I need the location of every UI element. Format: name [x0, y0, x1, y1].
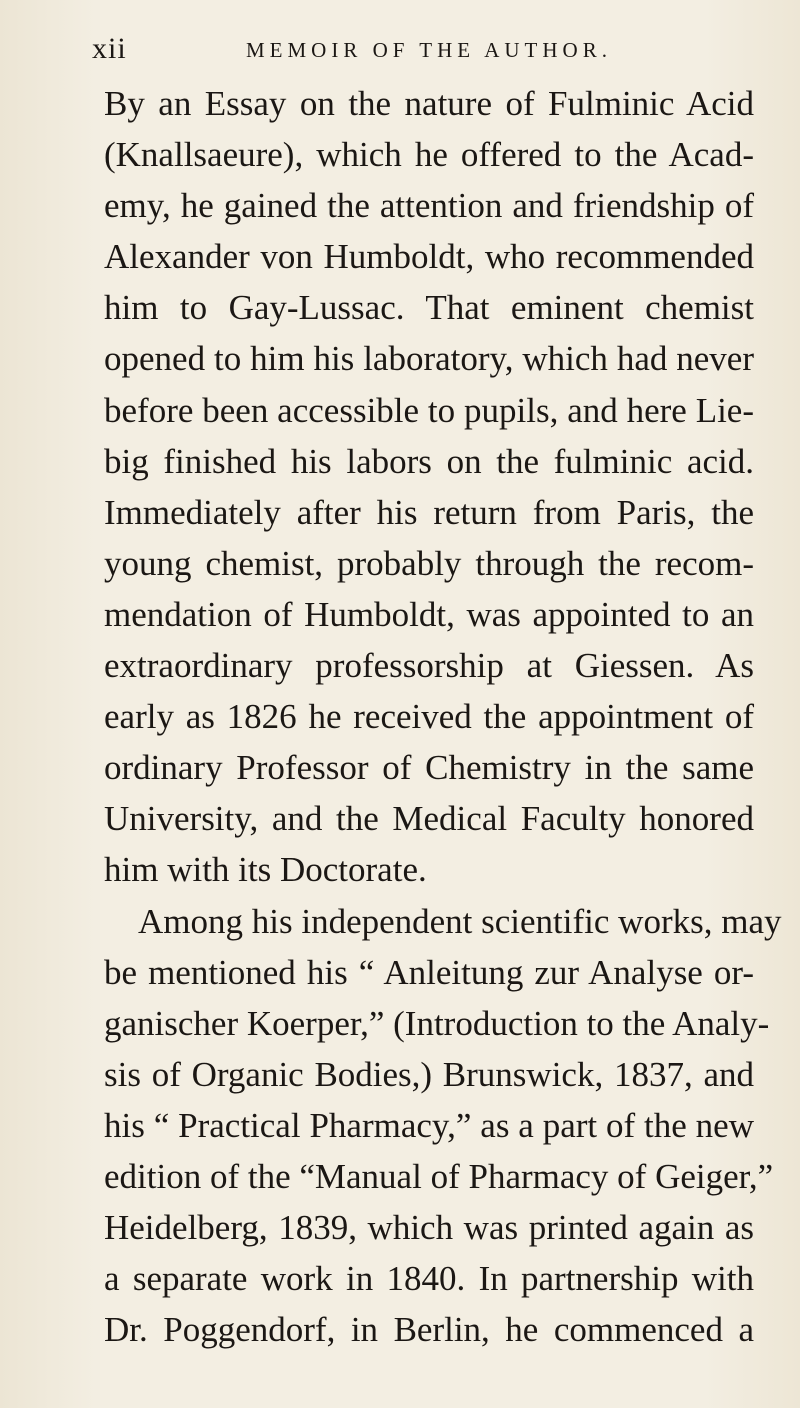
text-line: sis of Organic Bodies,) Brunswick, 1837, and: [104, 1054, 754, 1094]
text-line: emy, he gained the attention and friendship of: [104, 186, 754, 226]
body-text: [104, 78, 782, 1355]
text-line: University, and the Medical Faculty honored: [104, 799, 754, 839]
text-line: young chemist, probably through the recom-: [104, 543, 754, 583]
text-line: Dr. Poggendorf, in Berlin, he commenced a: [104, 1310, 754, 1350]
text-line: Immediately after his return from Paris, the: [104, 492, 754, 532]
text-line: ordinary Professor of Chemistry in the same: [104, 748, 754, 788]
text-line: extraordinary professorship at Giessen. As: [104, 646, 754, 686]
text-line: edition of the “Manual of Pharmacy of Geiger,”: [104, 1156, 774, 1196]
text-line: big finished his labors on the fulminic acid.: [104, 441, 754, 481]
text-line: Heidelberg, 1839, which was printed again as: [104, 1208, 754, 1248]
text-line: before been accessible to pupils, and here Lie-: [104, 390, 754, 430]
text-line: mendation of Humboldt, was appointed to an: [104, 594, 754, 634]
text-line: early as 1826 he received the appointment of: [104, 697, 754, 737]
text-line: his “ Practical Pharmacy,” as a part of the new: [104, 1105, 754, 1145]
text-line: By an Essay on the nature of Fulminic Acid: [104, 84, 754, 123]
running-head: [92, 28, 752, 68]
running-title: MEMOIR OF THE AUTHOR.: [246, 38, 612, 62]
text-line: Alexander von Humboldt, who recommended: [104, 237, 754, 277]
text-line: (Knallsaeure), which he offered to the Acad-: [104, 135, 754, 175]
text-line: be mentioned his “ Anleitung zur Analyse or-: [104, 952, 754, 992]
text-line: ganischer Koerper,” (Introduction to the Analy-: [104, 1003, 770, 1043]
text-line: opened to him his laboratory, which had never: [104, 339, 754, 379]
text-line: him to Gay-Lussac. That eminent chemist: [104, 288, 754, 328]
text-line: Among his independent scientific works, may: [138, 901, 782, 941]
text-line: a separate work in 1840. In partnership with: [104, 1259, 754, 1299]
page-number: xii: [92, 32, 127, 65]
text-line: him with its Doctorate.: [104, 850, 427, 890]
